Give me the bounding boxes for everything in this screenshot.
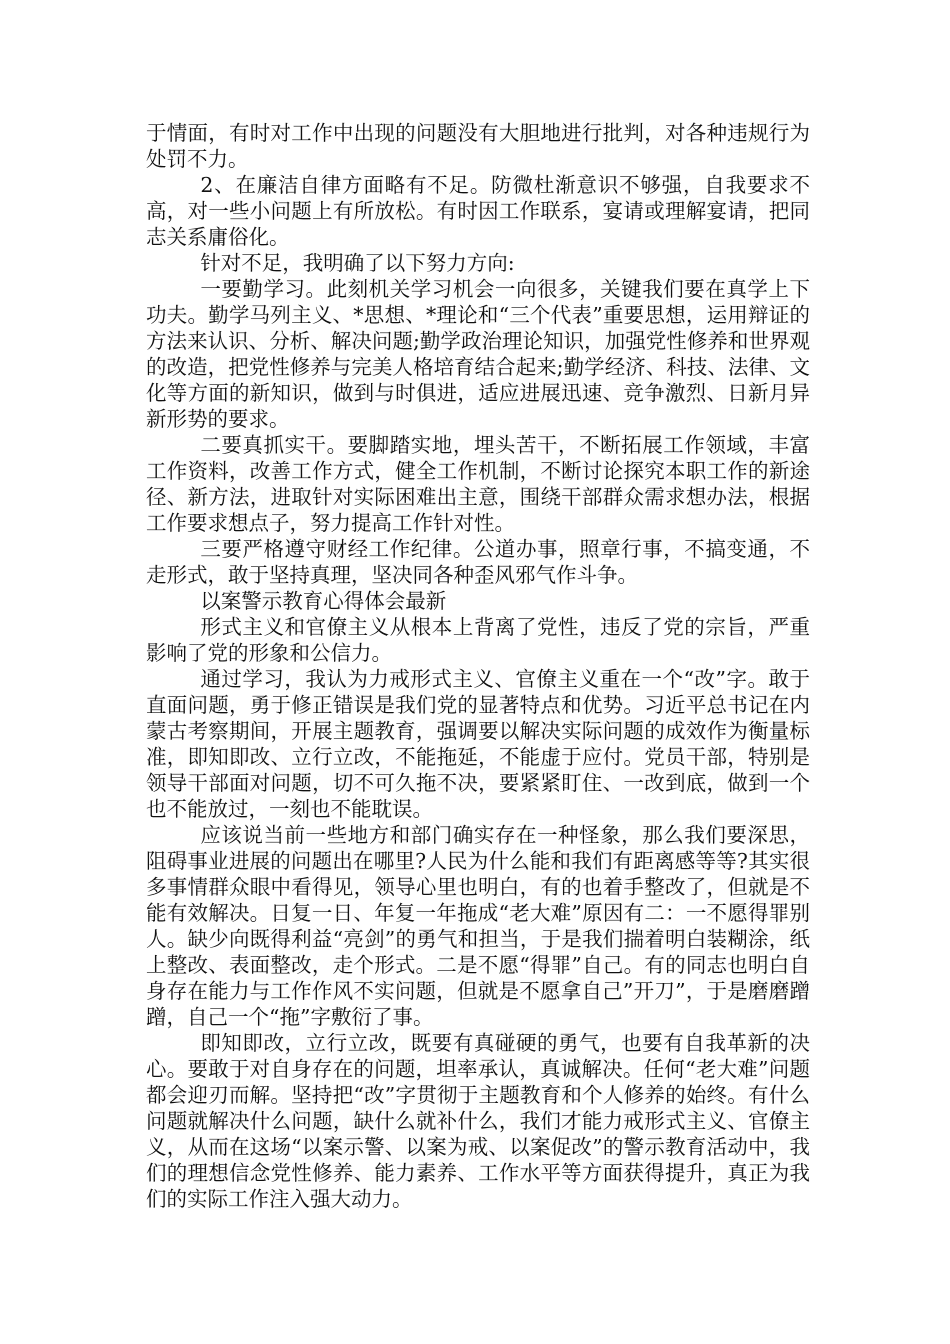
paragraph-11: 即知即改，立行立改，既要有真碰硬的勇气，也要有自我革新的决心。要敢于对自身存在的问题，坦率承认，真诚解决。任何“老大难”问题都会迎刃而解。坚持把“改”字贯彻于主题教育和个人修养的始终。有什么问题就解决什么问题，缺什么就补什么，我们才能力戒形式主义、官僚主义，从而在这场“以案示警、以案为戒、以案促改”的警示教育活动中，我们的理想信念党性修养、能力素养、工作水平等方面获得提升，真正为我们的实际工作注入强大动力。 xyxy=(146,1031,810,1211)
paragraph-10: 应该说当前一些地方和部门确实存在一种怪象，那么我们要深思，阻碍事业进展的问题出在哪里?人民为什么能和我们有距离感等等?其实很多事情群众眼中看得见，领导心里也明白，有的也着手整改了，但就是不能有效解决。日复一日、年复一年拖成“老大难”原因有二：一不愿得罪别人。缺少向既得利益“亮剑”的勇气和担当，于是我们揣着明白装糊涂，纸上整改、表面整改，走个形式。二是不愿“得罪”自己。有的同志也明白自身存在能力与工作作风不实问题，但就是不愿拿自己”开刀”，于是磨磨蹭蹭，自己一个“拖”字敷衍了事。 xyxy=(146,823,810,1029)
paragraph-2: 2、在廉洁自律方面略有不足。防微杜渐意识不够强，自我要求不高，对一些小问题上有所放松。有时因工作联系，宴请或理解宴请，把同志关系庸俗化。 xyxy=(146,173,810,249)
document-body xyxy=(146,120,810,1212)
paragraph-9: 通过学习，我认为力戒形式主义、官僚主义重在一个“改”字。敢于直面问题，勇于修正错误是我们党的显著特点和优势。习近平总书记在内蒙古考察期间，开展主题教育，强调要以解决实际问题的成效作为衡量标准，即知即改、立行立改，不能拖延，不能虚于应付。党员干部，特别是领导干部面对问题，切不可久拖不决，要紧紧盯住、一改到底，做到一个也不能放过，一刻也不能耽误。 xyxy=(146,667,810,821)
paragraph-4: 一要勤学习。此刻机关学习机会一向很多，关键我们要在真学上下功夫。勤学马列主义、*思想、*理论和“三个代表”重要思想，运用辩证的方法来认识、分析、解决问题;勤学政治理论知识，加强党性修养和世界观的改造，把党性修养与完美人格培育结合起来;勤学经济、科技、法律、文化等方面的新知识，做到与时俱进，适应进展迅速、竞争激烈、日新月异新形势的要求。 xyxy=(146,277,810,431)
paragraph-5: 二要真抓实干。要脚踏实地，埋头苦干，不断拓展工作领域，丰富工作资料，改善工作方式，健全工作机制，不断讨论探究本职工作的新途径、新方法，进取针对实际困难出主意，围绕干部群众需求想办法，根据工作要求想点子，努力提高工作针对性。 xyxy=(146,433,810,535)
section-heading: 以案警示教育心得体会最新 xyxy=(200,589,447,613)
paragraph-1: 于情面，有时对工作中出现的问题没有大胆地进行批判，对各种违规行为处罚不力。 xyxy=(146,121,810,171)
paragraph-6: 三要严格遵守财经工作纪律。公道办事，照章行事，不搞变通，不走形式，敢于坚持真理，坚决同各种歪风邪气作斗争。 xyxy=(146,537,810,587)
paragraph-3: 针对不足，我明确了以下努力方向: xyxy=(200,251,515,275)
paragraph-8: 形式主义和官僚主义从根本上背离了党性，违反了党的宗旨，严重影响了党的形象和公信力。 xyxy=(146,615,810,665)
